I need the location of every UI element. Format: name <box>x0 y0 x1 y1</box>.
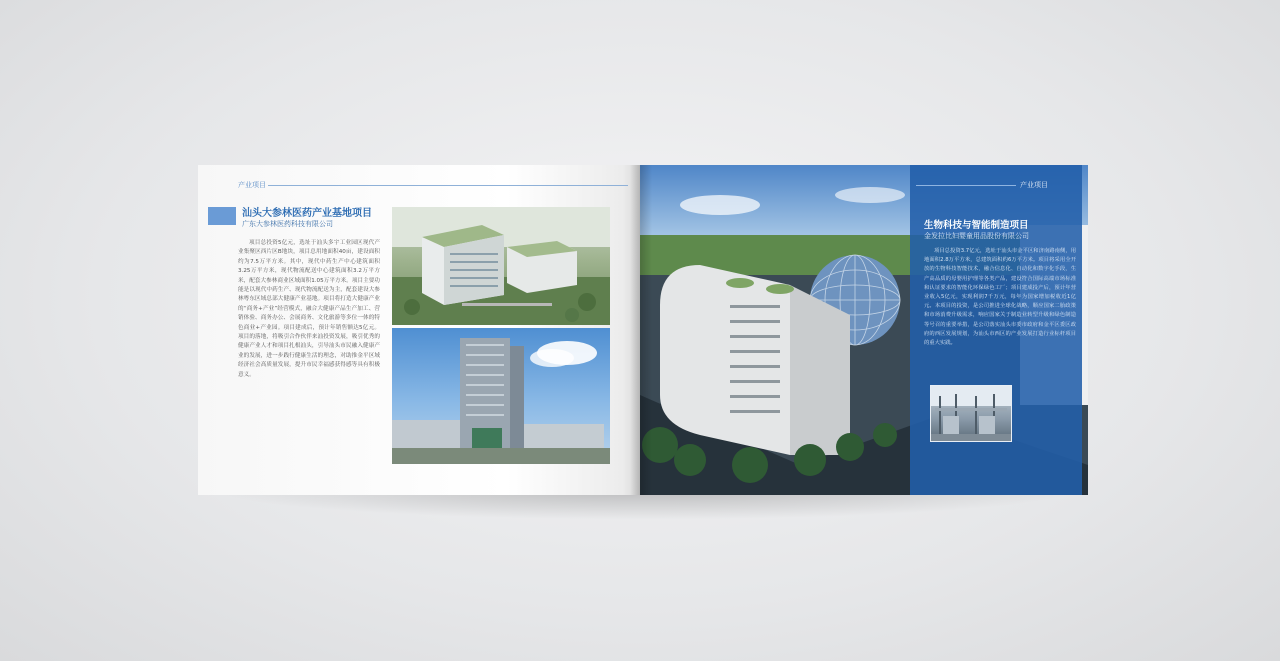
left-page <box>198 165 640 495</box>
title-accent-block <box>208 207 236 225</box>
right-page-subtitle: 金发拉比妇婴童用品股份有限公司 <box>924 232 1029 240</box>
right-page-body: 项目总投资3.7亿元，选址于汕头市金平区和济南路南侧，用地面积2.8万平方米，总建筑面积约6万平方米。项目将采用全开放的生物科技智能技术，融合信息化、自动化和数字化手段，生产高品质的母婴用护理等各类产品，建设符合国际高端市场标准和认证要求的智能化环保绿色工厂；项目建成投产后，预计年营业收入5亿元，实现利润7千万元，每年为国家增加税收近1亿元。本项目的投资，是公司推进全球化战略，顺应国家二胎政策和市场消费升级需求，响应国家关于制造业转型升级和绿色制造等号召的重要举措，是公司落实汕头市委市政府和金平区委区政府的西区发展规划，为汕头市西区的产业发展打造行业标杆项目的重大实践。 <box>924 248 1076 347</box>
open-brochure <box>198 165 1088 495</box>
left-page-body: 项目总投资5亿元，选址于汕头多宇工业园区现代产业集聚区西片区B地块，项目总用地面积40亩，建设面积约为7.5万平方米。其中，现代中药生产中心建筑面积3.25万平方米，现代物流配送中心建筑面积3.2万平方米，配套大参林商业区域面积1.05万平方米。项目主要功能是以现代中药生产、现代物流配送为主，配套建设大参林粤东区域总部大健康产业基地。项目将打造大健康产业的“商务+产业”经营模式，融合大健康产品生产加工、营销体验、商务办公、会展商务、文化旅游等多位一体的特色商业+产业园。项目建成后，预计年销售额达5亿元。项目的落地，将吸引合作伙伴来汕投资发展，吸引优秀的健康产业人才和项目扎根汕头，引导汕头市民融入健康产业的发展，进一步践行健康生活的理念，对助推金平区域经济社会高质量发展，提升市民幸福感获得感等具有积极意义。 <box>238 240 380 378</box>
factory-interior-photo <box>930 385 1012 442</box>
factory-interior-illustration <box>931 386 1011 441</box>
tall-tower-rendering-image <box>392 328 610 464</box>
building-aerial-illustration <box>392 207 610 325</box>
left-page-subtitle: 广东大参林医药科技有限公司 <box>242 220 333 228</box>
right-page-title: 生物科技与智能制造项目 <box>924 220 1029 231</box>
right-section-label: 产业项目 <box>1020 181 1048 189</box>
tower-illustration <box>392 328 610 464</box>
right-page <box>640 165 1088 495</box>
left-page-title: 汕头大参林医药产业基地项目 <box>242 208 372 219</box>
left-section-label: 产业项目 <box>238 181 266 189</box>
left-header-line <box>268 185 628 186</box>
right-header-line <box>916 185 1016 186</box>
brochure-spine <box>630 165 652 495</box>
green-building-aerial-image <box>392 207 610 325</box>
